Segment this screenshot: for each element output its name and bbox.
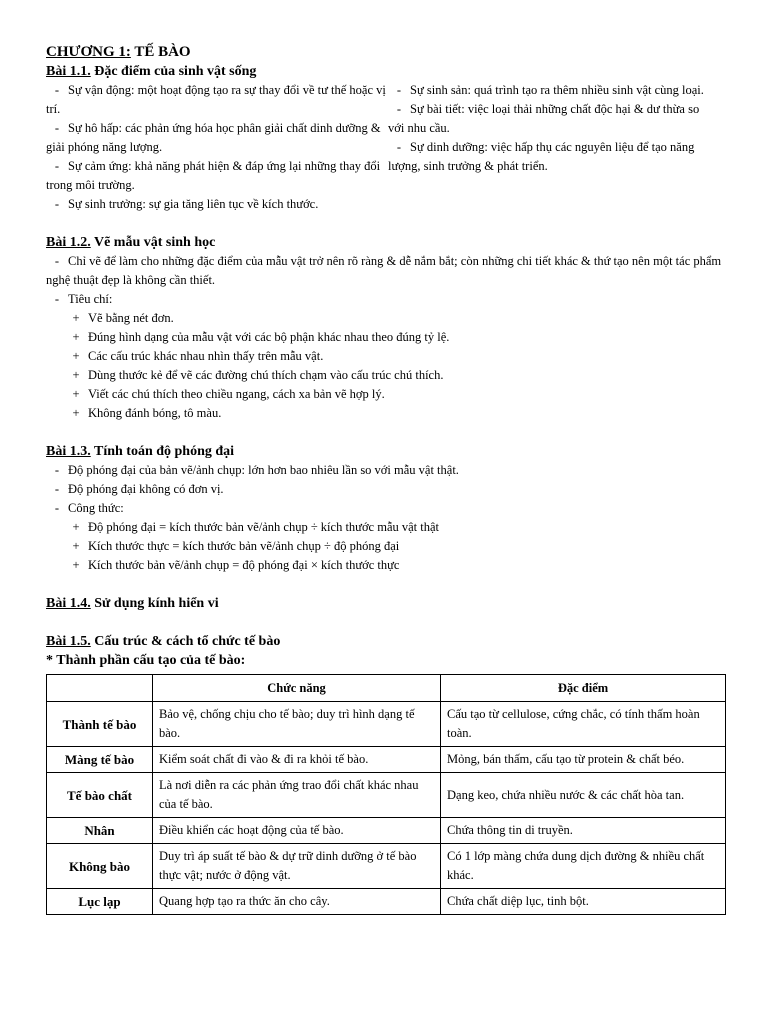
function-cell: Là nơi diễn ra các phản ứng trao đổi chất khác nhau của tế bào. bbox=[153, 773, 441, 818]
section-1-2-heading bbox=[46, 233, 726, 252]
section-1-3-heading bbox=[46, 442, 726, 461]
list-item-text: Độ phóng đại không có đơn vị. bbox=[68, 482, 224, 496]
section-number: Bài 1.5. bbox=[46, 634, 91, 649]
function-cell: Quang hợp tạo ra thức ăn cho cây. bbox=[153, 889, 441, 915]
table-subtitle: * Thành phần cấu tạo của tế bào: bbox=[46, 653, 246, 668]
document-page bbox=[46, 42, 726, 915]
table-row bbox=[47, 747, 726, 773]
list-item-text: Sự dinh dưỡng: việc hấp thụ các nguyên liệu để tạo năng lượng, sinh trưởng & phát triển. bbox=[388, 140, 695, 173]
section-title: Sử dụng kính hiển vi bbox=[90, 596, 219, 611]
formula-text: Độ phóng đại = kích thước bản vẽ/ảnh chụp ÷ kích thước mẫu vật thật bbox=[88, 520, 440, 534]
section-1-5-heading bbox=[46, 632, 726, 651]
right-column bbox=[388, 81, 718, 214]
list-item: - Sự vận động: một hoạt động tạo ra sự thay đổi về tư thế hoặc vị trí. bbox=[46, 83, 386, 116]
criteria-item: + Không đánh bóng, tô màu. bbox=[72, 406, 222, 420]
chapter-title bbox=[46, 42, 726, 62]
formula-text: Kích thước bản vẽ/ảnh chụp = độ phóng đại × kích thước thực bbox=[88, 558, 400, 572]
header-cell-feature: Đặc điểm bbox=[441, 675, 726, 702]
list-item-text: Sự vận động: một hoạt động tạo ra sự thay đổi về tư thế hoặc vị trí. bbox=[46, 83, 386, 116]
criteria-item-text: Không đánh bóng, tô màu. bbox=[88, 406, 222, 420]
section-title: Vẽ mẫu vật sinh học bbox=[90, 235, 216, 250]
criteria-item-text: Viết các chú thích theo chiều ngang, cách xa bản vẽ hợp lý. bbox=[88, 387, 385, 401]
list-item-text: Công thức: bbox=[68, 501, 124, 515]
chapter-number: CHƯƠNG 1: bbox=[46, 44, 131, 60]
formula-item: + Kích thước thực = kích thước bản vẽ/ảnh chụp ÷ độ phóng đại bbox=[72, 539, 400, 553]
criteria-item: + Viết các chú thích theo chiều ngang, cách xa bản vẽ hợp lý. bbox=[72, 387, 385, 401]
list-item-text: Sự sinh trưởng: sự gia tăng liên tục về kích thước. bbox=[68, 197, 319, 211]
intro-text: Chỉ vẽ để làm cho những đặc điểm của mẫu vật trở nên rõ ràng & dễ nắm bắt; còn những chi tiết khác & thứ tạo nên một tác phẩm nghệ thuật đẹp là không cần thiết. bbox=[46, 254, 722, 287]
section-1-1-columns bbox=[46, 81, 726, 214]
criteria-item: + Các cấu trúc khác nhau nhìn thấy trên mẫu vật. bbox=[72, 349, 324, 363]
list-item: - Sự dinh dưỡng: việc hấp thụ các nguyên liệu để tạo năng lượng, sinh trưởng & phát triển. bbox=[388, 140, 695, 173]
row-header: Lục lạp bbox=[47, 889, 153, 915]
list-item: - Công thức: bbox=[54, 501, 124, 515]
section-number: Bài 1.2. bbox=[46, 235, 91, 250]
section-1-1-heading bbox=[46, 62, 726, 81]
feature-cell: Mỏng, bán thấm, cấu tạo từ protein & chất béo. bbox=[441, 747, 726, 773]
feature-cell: Dạng keo, chứa nhiều nước & các chất hòa tan. bbox=[441, 773, 726, 818]
section-number: Bài 1.4. bbox=[46, 596, 91, 611]
criteria-item: + Vẽ bằng nét đơn. bbox=[72, 311, 174, 325]
list-item-text: Sự sinh sản: quá trình tạo ra thêm nhiều sinh vật cùng loại. bbox=[410, 83, 704, 97]
list-item-text: Độ phóng đại của bản vẽ/ảnh chụp: lớn hơn bao nhiêu lần so với mẫu vật thật. bbox=[68, 463, 459, 477]
feature-cell: Cấu tạo từ cellulose, cứng chắc, có tính thấm hoàn toàn. bbox=[441, 702, 726, 747]
table-row bbox=[47, 889, 726, 915]
left-column bbox=[46, 81, 386, 214]
list-item-text: Sự cảm ứng: khả năng phát hiện & đáp ứng lại những thay đổi trong môi trường. bbox=[46, 159, 381, 192]
criteria-item-text: Các cấu trúc khác nhau nhìn thấy trên mẫu vật. bbox=[88, 349, 324, 363]
table-row bbox=[47, 844, 726, 889]
row-header: Màng tế bào bbox=[47, 747, 153, 773]
table-row bbox=[47, 702, 726, 747]
criteria-item-text: Dùng thước kẻ để vẽ các đường chú thích chạm vào cấu trúc chú thích. bbox=[88, 368, 444, 382]
section-1-4-heading bbox=[46, 594, 726, 613]
list-item: - Sự bài tiết: việc loại thải những chất độc hại & dư thừa so với nhu cầu. bbox=[388, 102, 700, 135]
list-item: - Sự cảm ứng: khả năng phát hiện & đáp ứng lại những thay đổi trong môi trường. bbox=[46, 159, 381, 192]
header-cell-empty bbox=[47, 675, 153, 702]
list-item: - Độ phóng đại của bản vẽ/ảnh chụp: lớn hơn bao nhiêu lần so với mẫu vật thật. bbox=[54, 463, 459, 477]
list-item-text: Sự hô hấp: các phản ứng hóa học phân giải chất dinh dưỡng & giải phóng năng lượng. bbox=[46, 121, 381, 154]
function-cell: Kiểm soát chất đi vào & đi ra khỏi tế bào. bbox=[153, 747, 441, 773]
criteria-item: + Đúng hình dạng của mẫu vật với các bộ phận khác nhau theo đúng tỷ lệ. bbox=[72, 330, 450, 344]
table-row bbox=[47, 818, 726, 844]
row-header: Tế bào chất bbox=[47, 773, 153, 818]
header-cell-function: Chức năng bbox=[153, 675, 441, 702]
criteria-item-text: Vẽ bằng nét đơn. bbox=[88, 311, 174, 325]
row-header: Thành tế bào bbox=[47, 702, 153, 747]
list-item: - Độ phóng đại không có đơn vị. bbox=[54, 482, 224, 496]
section-number: Bài 1.1. bbox=[46, 64, 91, 79]
formula-text: Kích thước thực = kích thước bản vẽ/ảnh chụp ÷ độ phóng đại bbox=[88, 539, 400, 553]
formula-item: + Kích thước bản vẽ/ảnh chụp = độ phóng đại × kích thước thực bbox=[72, 558, 400, 572]
table-row bbox=[47, 773, 726, 818]
list-item: - Sự sinh sản: quá trình tạo ra thêm nhiều sinh vật cùng loại. bbox=[396, 83, 704, 97]
function-cell: Điều khiển các hoạt động của tế bào. bbox=[153, 818, 441, 844]
feature-cell: Chứa chất diệp lục, tinh bột. bbox=[441, 889, 726, 915]
criteria-text: Tiêu chí: bbox=[68, 292, 113, 306]
table-header-row bbox=[47, 675, 726, 702]
criteria-label: - Tiêu chí: bbox=[54, 292, 113, 306]
criteria-item-text: Đúng hình dạng của mẫu vật với các bộ phận khác nhau theo đúng tỷ lệ. bbox=[88, 330, 450, 344]
section-title: Cấu trúc & cách tổ chức tế bào bbox=[90, 634, 281, 649]
list-item-text: Sự bài tiết: việc loại thải những chất độc hại & dư thừa so với nhu cầu. bbox=[388, 102, 700, 135]
section-number: Bài 1.3. bbox=[46, 444, 91, 459]
formula-item: + Độ phóng đại = kích thước bản vẽ/ảnh chụp ÷ kích thước mẫu vật thật bbox=[72, 520, 440, 534]
row-header: Nhân bbox=[47, 818, 153, 844]
list-item: - Sự hô hấp: các phản ứng hóa học phân giải chất dinh dưỡng & giải phóng năng lượng. bbox=[46, 121, 381, 154]
section-title: Đặc điểm của sinh vật sống bbox=[90, 64, 257, 79]
function-cell: Bảo vệ, chống chịu cho tế bào; duy trì hình dạng tế bào. bbox=[153, 702, 441, 747]
row-header: Không bào bbox=[47, 844, 153, 889]
list-item: - Sự sinh trưởng: sự gia tăng liên tục về kích thước. bbox=[54, 197, 319, 211]
feature-cell: Chứa thông tin di truyền. bbox=[441, 818, 726, 844]
criteria-item: + Dùng thước kẻ để vẽ các đường chú thích chạm vào cấu trúc chú thích. bbox=[72, 368, 444, 382]
chapter-name: TẾ BÀO bbox=[130, 44, 191, 60]
feature-cell: Có 1 lớp màng chứa dung dịch đường & nhiều chất khác. bbox=[441, 844, 726, 889]
cell-components-table bbox=[46, 674, 726, 915]
section-intro: - Chỉ vẽ để làm cho những đặc điểm của mẫu vật trở nên rõ ràng & dễ nắm bắt; còn những chi tiết khác & thứ tạo nên một tác phẩm nghệ thuật đẹp là không cần thiết. bbox=[46, 254, 722, 287]
function-cell: Duy trì áp suất tế bào & dự trữ dinh dưỡng ở tế bào thực vật; nước ở động vật. bbox=[153, 844, 441, 889]
section-title: Tính toán độ phóng đại bbox=[90, 444, 235, 459]
